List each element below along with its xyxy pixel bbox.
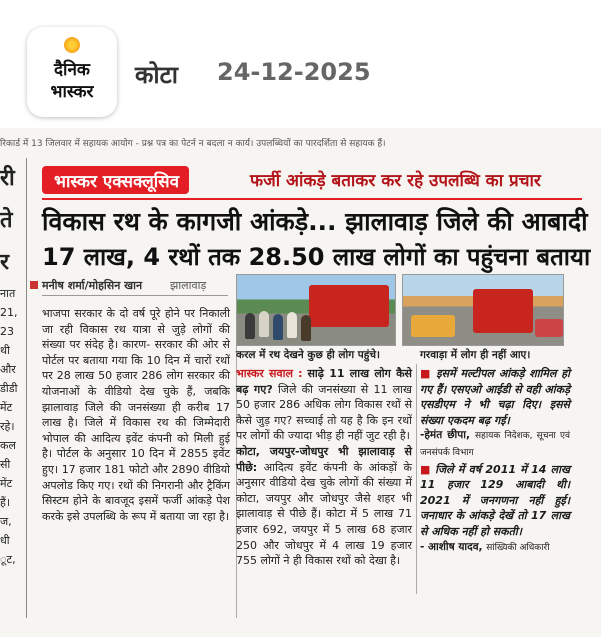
left-strip-fragment: हैं। <box>0 496 11 509</box>
kicker-divider <box>42 198 582 200</box>
left-strip-fragment: 21, <box>0 306 18 319</box>
left-strip-fragment: नात <box>0 287 16 300</box>
left-strip-fragment: ते <box>0 208 13 233</box>
dainik-bhaskar-logo[interactable] <box>27 27 117 117</box>
quote-role: सहायक निदेशक, सूचना एवं जनसंपर्क विभाग <box>420 431 570 458</box>
left-strip-fragment: री <box>0 166 15 191</box>
quote-name: -हेमंत छीपा, <box>420 429 470 442</box>
car-shape <box>411 315 455 337</box>
quotes-column <box>420 366 570 556</box>
byline-location: झालावाड़ <box>170 279 207 292</box>
photo-rath-crowd <box>236 274 396 346</box>
body-column-1: भाजपा सरकार के दो वर्ष पूरे होने पर निकाली जा रही विकास रथ यात्रा से जुड़े लोगों की संख्या पर संदेह है। कारण- सरकार की ओर से पोर्टल पर बताया गया कि 10 दिन में चारों रथों पर 28 लाख 50 हजार 286 लोग सरकार की योजनाओं के वीडियो देख चुके हैं, जबकि झालावाड़ जिले की जनसंख्या ही करीब 17 लाख है। जिले में विकास रथ की जिम्मेदारी भोपाल की आदित्य इवेंट कंपनी को मिली हुई है। पोर्टल के अनुसार 10 दिन में 2855 इवेंट हुए। 17 हजार 181 फोटो और 2890 वीडियो अपलोड किए गए। रथों की निगरानी और ट्रैकिंग सिस्टम होने के बावजूद इसमें फर्जी आंकड़े पेश करके इसे उपलब्धि के रूप में बताया जा रहा है। <box>42 307 230 523</box>
newspaper-clipping[interactable] <box>0 128 601 637</box>
left-strip-fragment: 23 <box>0 325 14 338</box>
logo-text-line2: भास्कर <box>50 82 94 102</box>
subheading: कोटा, जयपुर-जोधपुर भी झालावाड़ से पीछे: <box>236 444 412 474</box>
left-cut-column <box>0 158 18 628</box>
left-strip-fragment: और <box>0 363 16 376</box>
person-shape <box>287 312 297 338</box>
left-strip-fragment: थी <box>0 344 10 357</box>
question-label: भास्कर सवाल : <box>236 367 303 380</box>
kicker-subheading: फर्जी आंकड़े बताकर कर रहे उपलब्धि का प्रचार <box>250 171 541 191</box>
quote-bullet-icon: ■ <box>420 462 431 476</box>
person-shape <box>273 314 283 340</box>
left-strip-fragment: सी <box>0 458 11 471</box>
question-text: साढ़े 11 लाख लोग कैसे बढ़ गए? <box>236 367 412 396</box>
sun-icon <box>64 37 80 53</box>
cut-off-top-line: रिकार्ड में 13 जिलवार में सहायक आयोग - प्रश्न पत्र का पेटर्न न बदला न कार्य। उपलब्धियों का पारदर्शिता से सहायक हैं। <box>0 139 386 149</box>
rath-truck-shape <box>309 285 389 327</box>
quote-name: - आशीष यादव, <box>420 540 483 553</box>
edition-city: कोटा <box>135 61 178 89</box>
left-strip-fragment: रहे। <box>0 420 15 433</box>
byline-divider <box>42 295 228 296</box>
left-strip-fragment: ज, <box>0 515 12 528</box>
left-strip-fragment: डीडी <box>0 382 18 395</box>
quote-bullet-icon: ■ <box>420 367 432 380</box>
quote-attribution <box>420 540 570 557</box>
quote-text: जिले में वर्ष 2011 में 14 लाख 11 हजार 129 आबादी थी। 2021 में जनगणना नहीं हुई। जनाधार के आंकड़े देखें तो 17 लाख से अधिक नहीं हो सकती। <box>420 462 570 538</box>
photo-empty-venue <box>402 274 564 346</box>
column-divider <box>416 364 417 594</box>
quote-role: सांख्यिकी अधिकारी <box>486 542 550 553</box>
app-header <box>0 0 601 128</box>
left-strip-fragment: धी <box>0 534 10 547</box>
person-shape <box>301 315 311 341</box>
person-shape <box>245 313 255 339</box>
left-strip-fragment: र <box>0 250 9 275</box>
left-strip-fragment: मेंट <box>0 401 13 414</box>
edition-date: 24-12-2025 <box>217 58 371 86</box>
quote-text: इसमें मल्टीपल आंकड़े शामिल हो गए हैं। एसएओ आईडी से वही आंकड़े एसडीएम ने भी चढ़ा दिए। इससे संख्या एकदम बढ़ गई। <box>420 367 570 427</box>
paragraph: आदित्य इवेंट कंपनी के आंकड़ों के अनुसार वीडियो देख चुके लोगों की संख्या में कोटा, जयपुर और जोधपुर जैसे शहर भी झालावाड़ से पीछे हैं। कोटा में 5 लाख 71 हजार 692, जयपुर में 5 लाख 68 हजार 250 और जोधपुर में 4 लाख 19 हजार 755 लोगों ने ही विकास रथों को देखा है। <box>236 460 413 568</box>
body-column-2 <box>236 366 412 569</box>
headline-line2: 17 लाख, 4 रथों तक 28.50 लाख लोगों का पहुंचना बताया <box>42 243 591 271</box>
byline-authors: मनीष शर्मा/मोहसिन खान <box>42 279 143 292</box>
person-shape <box>259 311 269 337</box>
exclusive-kicker-badge: भास्कर एक्सक्लूसिव <box>42 166 189 194</box>
quote-attribution <box>420 428 570 461</box>
rath-truck-shape <box>473 289 533 333</box>
paragraph: जिले की जनसंख्या से 11 लाख 50 हजार 286 अधिक लोग विकास रथों से कैसे जुड़ गए? सच्चाई तो यह है कि इन रथों पर लोगों की ज्यादा भीड़ ही नहीं जुट रही है। <box>236 382 413 443</box>
logo-text-line1: दैनिक <box>54 60 90 80</box>
left-strip-fragment: मेंट <box>0 477 13 490</box>
headline-line1: विकास रथ के कागजी आंकड़े... झालावाड़ जिले की आबादी <box>42 207 588 236</box>
photo1-caption: करल में रथ देखने कुछ ही लोग पहुंचे। <box>236 349 380 361</box>
car-shape <box>535 319 563 337</box>
byline-marker-icon <box>30 281 38 289</box>
photo2-caption: गरवाड़ा में लोग ही नहीं आए। <box>420 349 531 361</box>
column-divider <box>26 158 27 618</box>
left-strip-fragment: ूट, <box>0 553 16 566</box>
left-strip-fragment: कल <box>0 439 16 452</box>
